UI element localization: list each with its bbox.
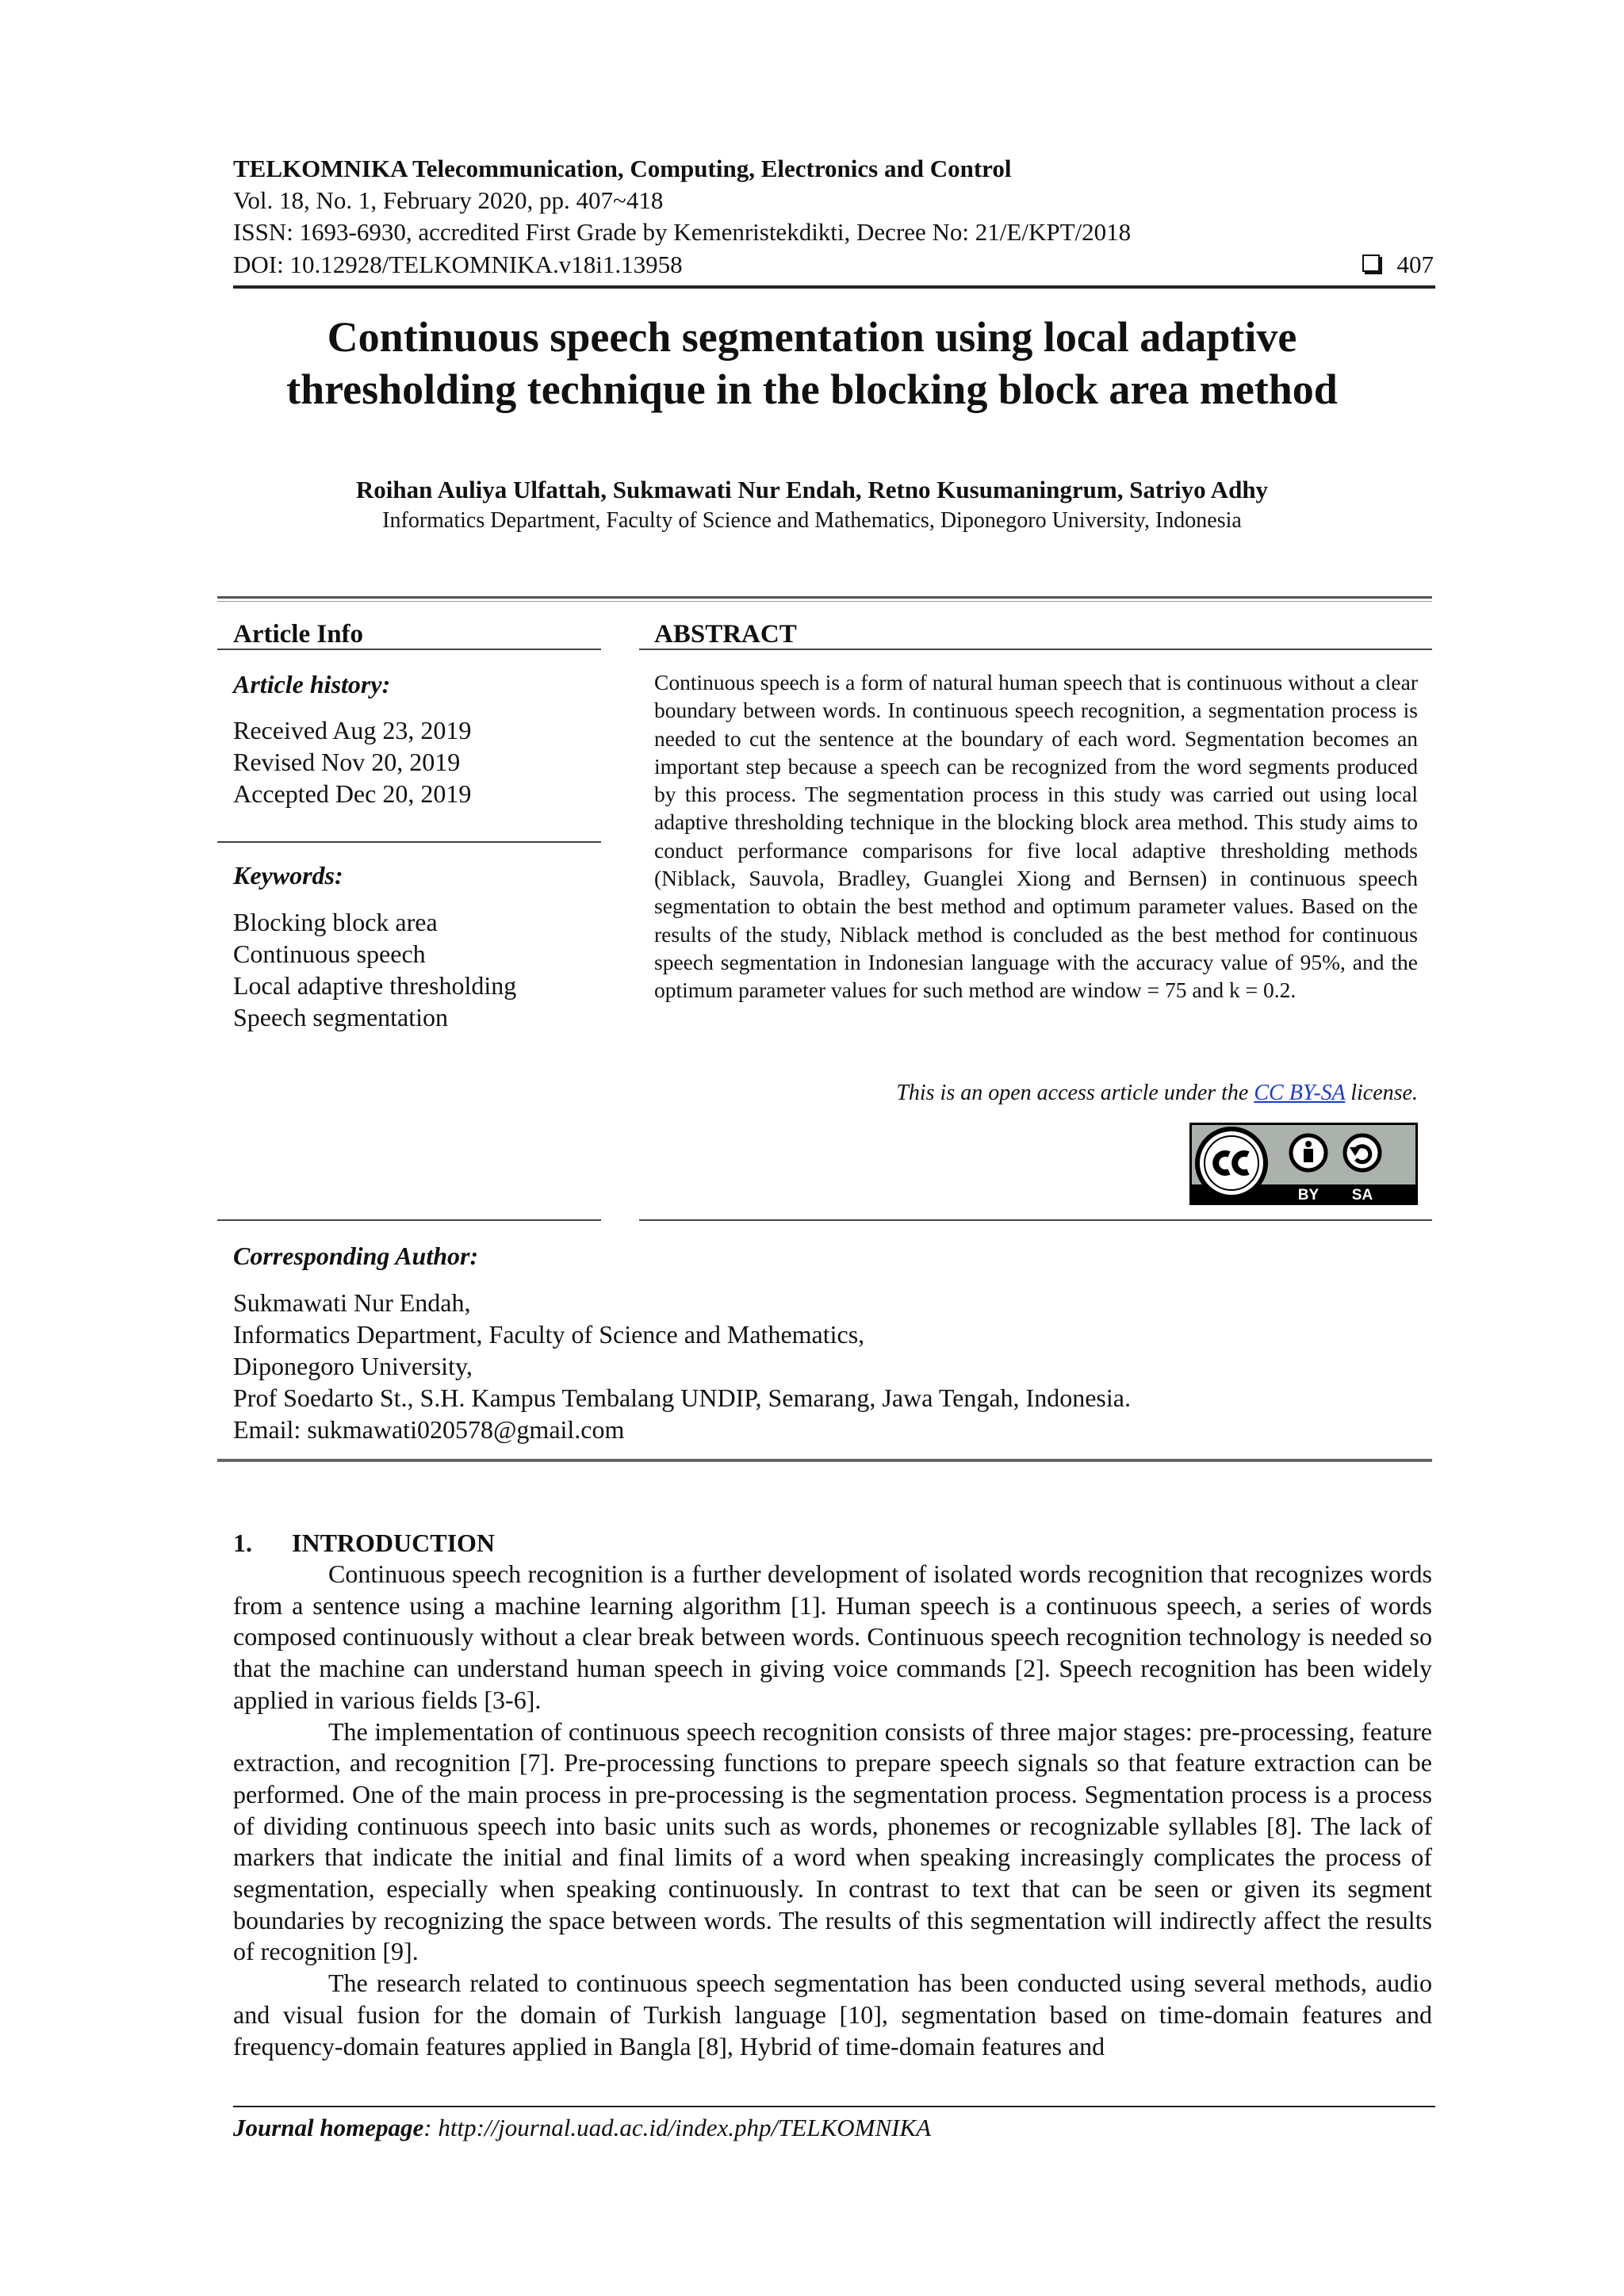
abstract-rule <box>639 649 1432 650</box>
volume-info: Vol. 18, No. 1, February 2020, pp. 407~418 <box>233 186 664 214</box>
issn-info: ISSN: 1693-6930, accredited First Grade by Kemenristekdikti, Decree No: 21/E/KPT/2018 <box>233 218 1132 246</box>
license-prefix: This is an open access article under the <box>896 1081 1254 1105</box>
cc-badge-graphic <box>1189 1123 1418 1205</box>
footer-url[interactable]: : http://journal.uad.ac.id/index.php/TELKOMNIKA <box>423 2114 932 2141</box>
attribution-icon <box>1291 1135 1326 1170</box>
received-date: Received Aug 23, 2019 <box>233 716 472 744</box>
abstract-heading: ABSTRACT <box>654 620 797 649</box>
keyword-item: Local adaptive thresholding <box>233 971 517 1000</box>
section-title: INTRODUCTION <box>292 1529 496 1557</box>
title-line-2: thresholding technique in the blocking block area method <box>286 365 1338 413</box>
author-department: Informatics Department, Faculty of Science and Mathematics, <box>233 1320 865 1349</box>
corresponding-author-details <box>233 1287 1131 1445</box>
paragraph: The research related to continuous speech segmentation has been conducted using several methods, audio and visual fusion for the domain of Turkish language [10], segmentation based on time-domain features and frequency-domain features applied in Bangla [8], Hybrid of time-domain features and <box>233 1969 1432 2061</box>
abstract-text: Continuous speech is a form of natural human speech that is continuous without a clear boundary between words. In continuous speech recognition, a segmentation process is needed to cut the sentence at the boundary of each word. Segmentation becomes an important step because a speech can be recognized from the word segments produced by this process. The segmentation process in this study was carried out using local adaptive thresholding technique in the blocking block area method. This study aims to conduct performance comparisons for five local adaptive thresholding methods (Niblack, Sauvola, Bradley, Guanglei Xiong and Bernsen) in continuous speech segmentation to obtain the best method and optimum parameter values. Based on the results of the study, Niblack method is concluded as the best method for continuous speech segmentation in Indonesian language with the accuracy value of 95%, and the optimum parameter values for such method are window = 75 and k = 0.2. <box>654 670 1418 1003</box>
keywords-rule <box>217 841 601 843</box>
keyword-item: Blocking block area <box>233 908 438 936</box>
badge-by-label: BY <box>1297 1187 1320 1203</box>
paragraph: Continuous speech recognition is a further development of isolated words recognition that recognizes words from a sentence using a machine learning algorithm [1]. Human speech is a continuous speech, a series of words composed continuously without a clear break between words. Continuous speech recognition technology is needed so that the machine can understand human speech in giving voice commands [2]. Speech recognition has been widely applied in various fields [3-6]. <box>233 1559 1432 1714</box>
article-history <box>233 714 471 809</box>
keyword-item: Speech segmentation <box>233 1003 449 1031</box>
article-info-rule <box>217 649 601 650</box>
corresponding-author-label: Corresponding Author: <box>233 1242 479 1270</box>
infobox-bottom-rule <box>217 1459 1432 1462</box>
author-list: Roihan Auliya Ulfattah, Sukmawati Nur Endah, Retno Kusumaningrum, Satriyo Adhy <box>355 476 1269 503</box>
footer-label: Journal homepage <box>233 2114 424 2141</box>
header-rule <box>233 285 1435 289</box>
title-line-1: Continuous speech segmentation using local adaptive <box>327 313 1297 361</box>
footer-rule <box>233 2106 1435 2107</box>
page-number <box>1362 249 1434 281</box>
journal-homepage <box>233 2112 931 2144</box>
infobox-top-rule-thin <box>217 601 1432 602</box>
section-heading-introduction <box>233 1526 495 1559</box>
paragraph: The implementation of continuous speech recognition consists of three major stages: pre-processing, feature extraction, and recognition [7]. Pre-processing functions to prepare speech signals so that feature extraction can be performed. One of the main process in pre-processing is the segmentation process. Segmentation process is a process of dividing continuous speech into basic units such as words, phonemes or recognizable syllables [8]. The lack of markers that indicate the initial and final limits of a word when speaking increasingly complicates the process of segmentation, especially when speaking continuously. In contrast to text that can be seen or given its segment boundaries by recognizing the space between words. The results of this segmentation will indirectly affect the results of recognition [9]. <box>233 1716 1432 1966</box>
revised-date: Revised Nov 20, 2019 <box>233 748 461 776</box>
accepted-date: Accepted Dec 20, 2019 <box>233 779 472 808</box>
author-name: Sukmawati Nur Endah, <box>233 1288 471 1317</box>
share-alike-icon <box>1345 1135 1380 1170</box>
journal-name: TELKOMNIKA Telecommunication, Computing, Electronics and Control <box>233 155 1012 182</box>
page-number-value: 407 <box>1396 251 1434 278</box>
keyword-item: Continuous speech <box>233 939 426 968</box>
badge-sa-label: SA <box>1351 1187 1373 1203</box>
section-number: 1. <box>233 1529 252 1557</box>
author-university: Diponegoro University, <box>233 1352 473 1380</box>
license-statement <box>896 1078 1418 1108</box>
author-email: Email: sukmawati020578@gmail.com <box>233 1415 625 1444</box>
keyword-list <box>233 906 516 1033</box>
article-info-heading: Article Info <box>233 620 364 649</box>
license-suffix: license. <box>1345 1081 1418 1105</box>
infobox-top-rule <box>217 596 1432 599</box>
introduction-body <box>233 1559 1432 2062</box>
paper-title <box>198 311 1426 415</box>
keywords-label: Keywords: <box>233 861 343 890</box>
abstract-bottom-rule <box>639 1219 1432 1221</box>
affiliation: Informatics Department, Faculty of Science and Mathematics, Diponegoro University, Indonesia <box>382 508 1242 533</box>
square-bullet-icon <box>1362 254 1380 272</box>
doi-info: DOI: 10.12928/TELKOMNIKA.v18i1.13958 <box>233 251 683 278</box>
author-address: Prof Soedarto St., S.H. Kampus Tembalang UNDIP, Semarang, Jawa Tengah, Indonesia. <box>233 1383 1131 1412</box>
article-history-label: Article history: <box>233 670 391 698</box>
cc-by-sa-link[interactable]: CC BY-SA <box>1254 1081 1346 1105</box>
article-info-bottom-rule <box>217 1219 601 1221</box>
cc-logo-icon <box>1197 1129 1266 1197</box>
cc-by-sa-badge[interactable] <box>1189 1123 1418 1205</box>
